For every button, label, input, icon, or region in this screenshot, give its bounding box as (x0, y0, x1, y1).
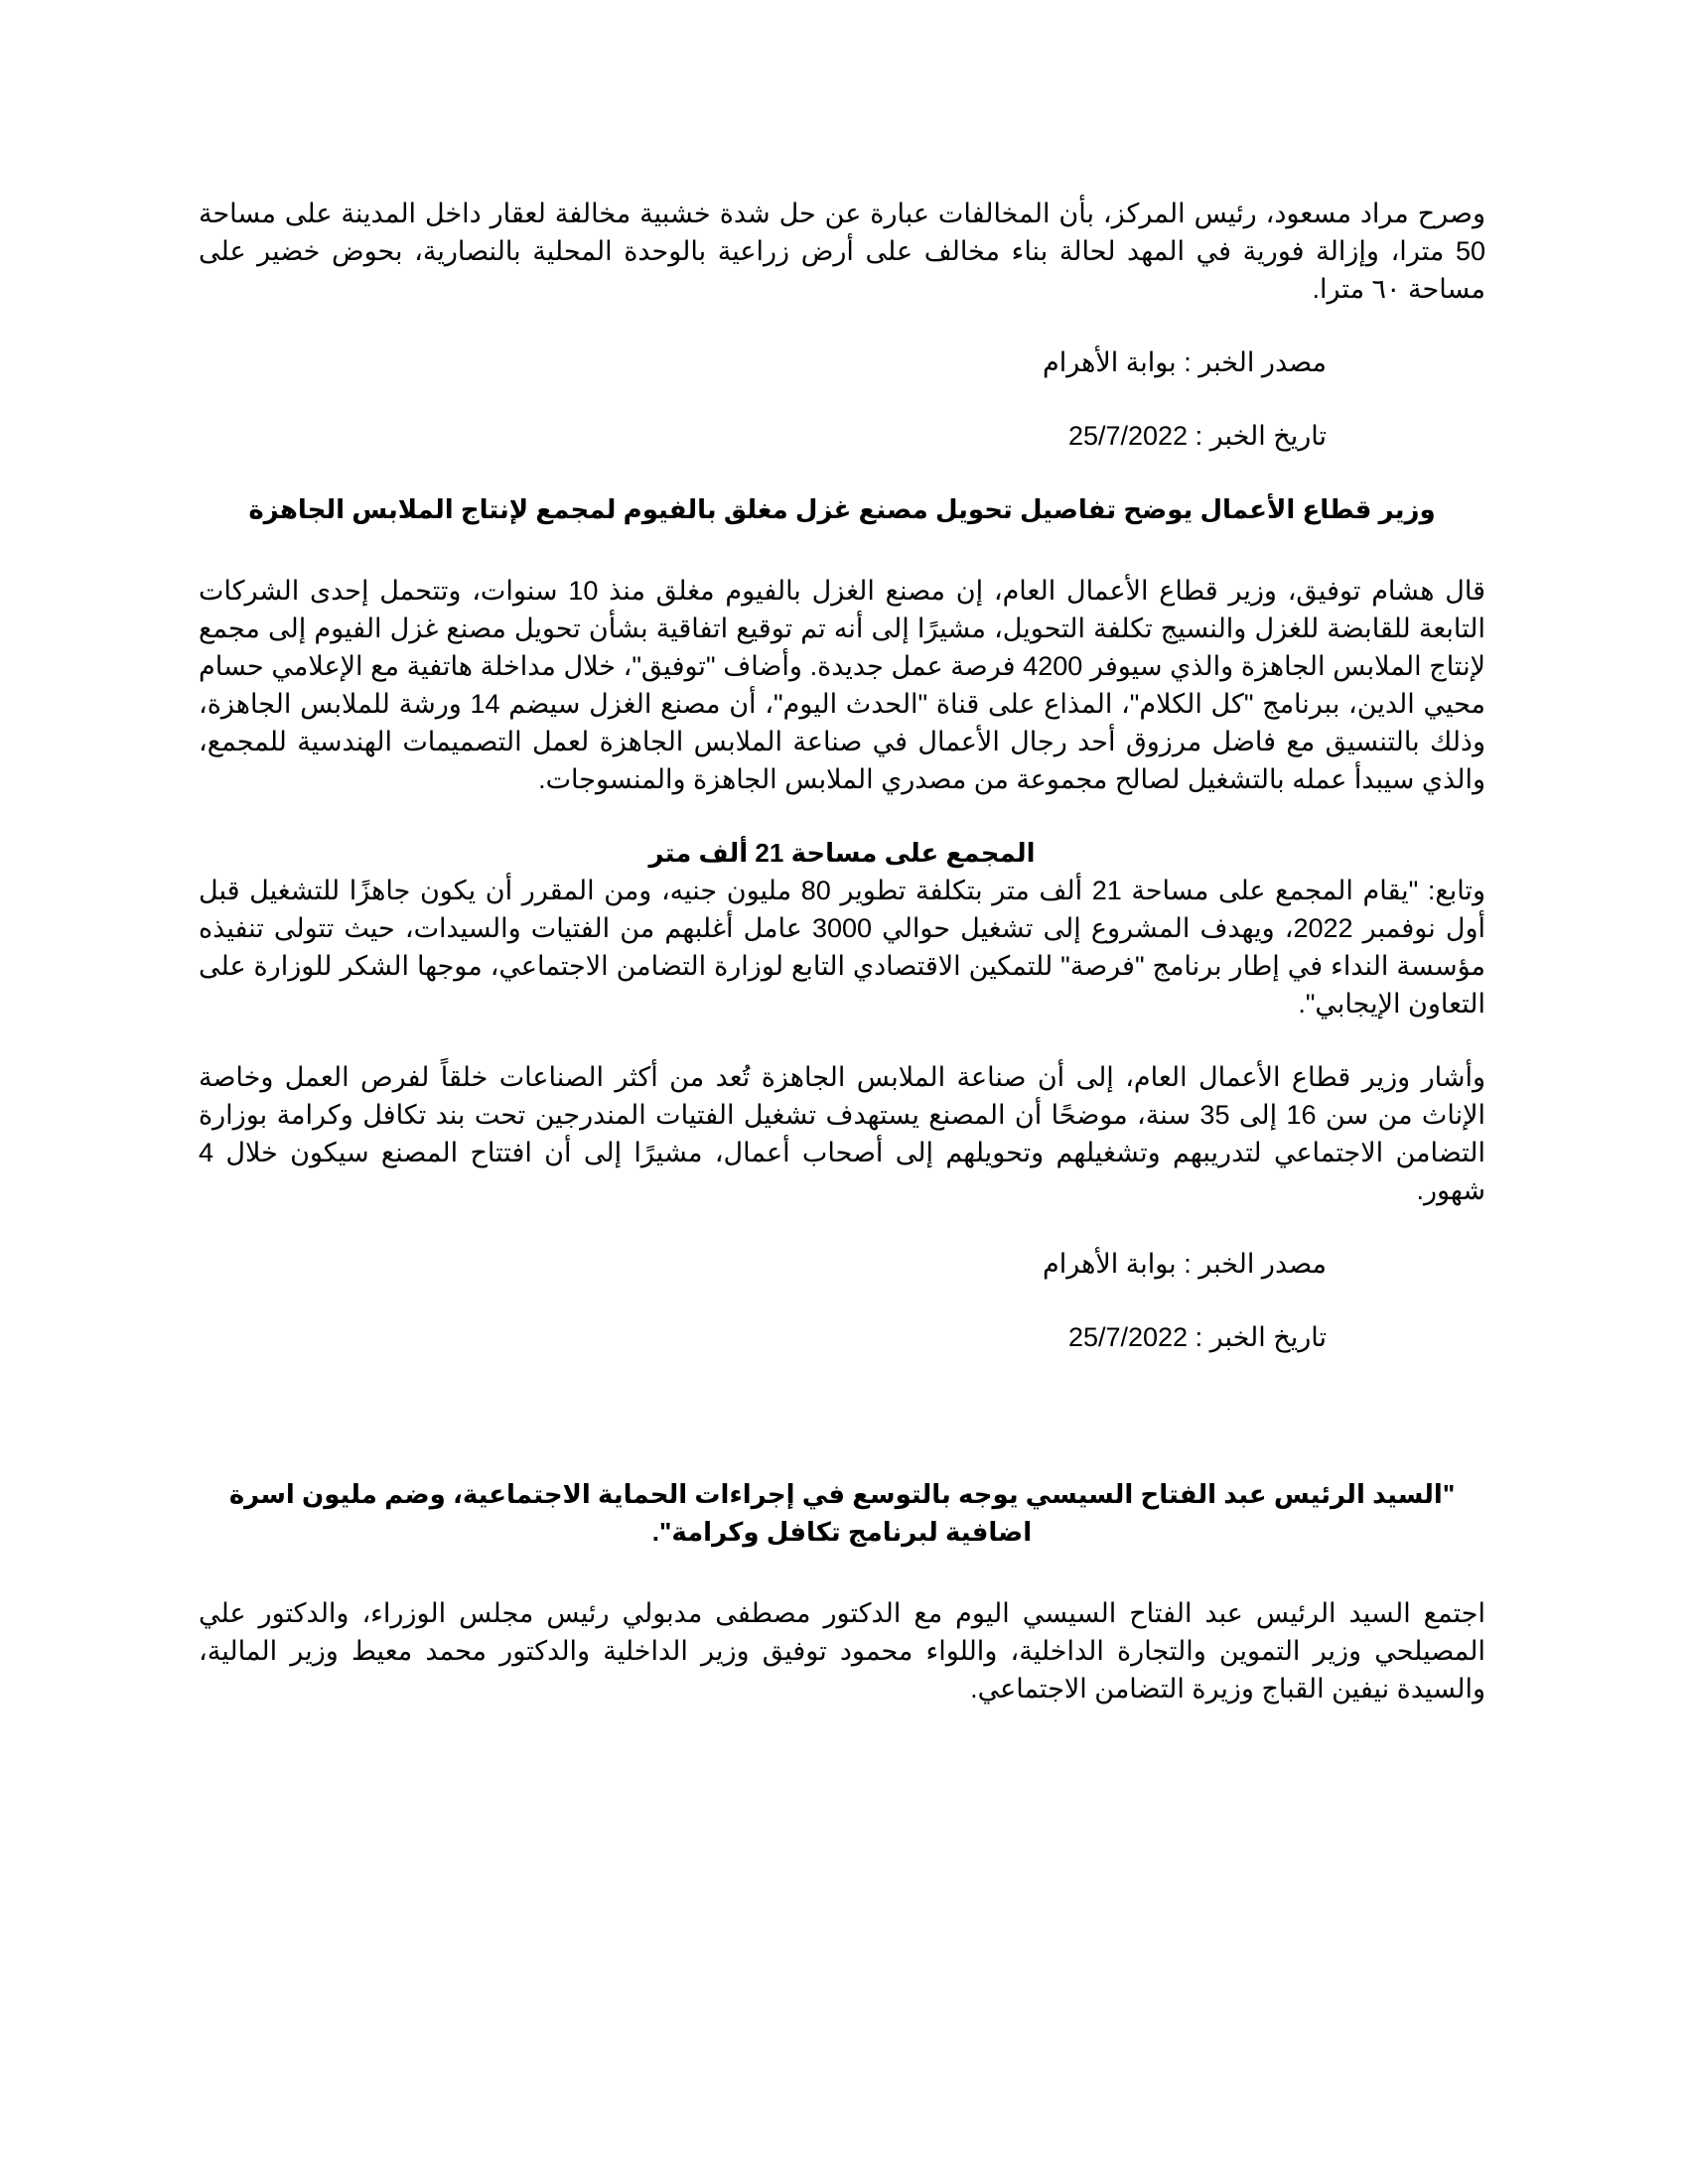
article2-source: مصدر الخبر : بوابة الأهرام (1042, 1249, 1327, 1279)
document-page (199, 195, 1485, 1707)
article2-subheading: المجمع على مساحة 21 ألف متر (648, 838, 1036, 868)
article2-paragraph-3: وأشار وزير قطاع الأعمال العام، إلى أن صناعة الملابس الجاهزة تُعد من أكثر الصناعات خلقاً لفرص العمل وخاصة الإناث من سن 16 إلى 35 سنة، موضحًا أن المصنع يستهدف تشغيل الفتيات المندرجين تحت بند تكافل وكرامة بوزارة التضامن الاجتماعي لتدريبهم وتشغيلهم وتحويلهم إلى أصحاب أعمال، مشيرًا إلى أن افتتاح المصنع سيكون خلال 4 شهور. (199, 1062, 1485, 1205)
article1-paragraph: وصرح مراد مسعود، رئيس المركز، بأن المخالفات عبارة عن حل شدة خشبية مخالفة لعقار داخل المدينة على مساحة 50 مترا، وإزالة فورية في المهد لحالة بناء مخالف على أرض زراعية بالوحدة المحلية بالنصارية، بحوض خضير على مساحة ٦٠ مترا. (199, 199, 1485, 304)
article2-headline: وزير قطاع الأعمال يوضح تفاصيل تحويل مصنع غزل مغلق بالفيوم لمجمع لإنتاج الملابس الجاهزة (248, 494, 1436, 524)
article3-headline: "السيد الرئيس عبد الفتاح السيسي يوجه بالتوسع في إجراءات الحماية الاجتماعية، وضم مليون اسرة اضافية لبرنامج تكافل وكرامة". (228, 1479, 1456, 1547)
article2-paragraph-1: قال هشام توفيق، وزير قطاع الأعمال العام، إن مصنع الغزل بالفيوم مغلق منذ 10 سنوات، وتتحمل إحدى الشركات التابعة للقابضة للغزل والنسيج تكلفة التحويل، مشيرًا إلى أنه تم توقيع اتفاقية بشأن تحويل مصنع غزل الفيوم إلى مجمع لإنتاج الملابس الجاهزة والذي سيوفر 4200 فرصة عمل جديدة. وأضاف "توفيق"، خلال مداخلة هاتفية مع الإعلامي حسام محيي الدين، ببرنامج "كل الكلام"، المذاع على قناة "الحدث اليوم"، أن مصنع الغزل سيضم 14 ورشة للملابس الجاهزة، وذلك بالتنسيق مع فاضل مرزوق أحد رجال الأعمال في صناعة الملابس الجاهزة لعمل التصميمات الهندسية للمجمع، والذي سيبدأ عمله بالتشغيل لصالح مجموعة من مصدري الملابس الجاهزة والمنسوجات. (199, 576, 1485, 794)
article1-date: تاريخ الخبر : 25/7/2022 (1067, 421, 1327, 451)
article3-paragraph: اجتمع السيد الرئيس عبد الفتاح السيسي اليوم مع الدكتور مصطفى مدبولي رئيس مجلس الوزراء، والدكتور علي المصيلحي وزير التموين والتجارة الداخلية، واللواء محمود توفيق وزير الداخلية والدكتور محمد معيط وزير المالية، والسيدة نيفين القباج وزيرة التضامن الاجتماعي. (199, 1598, 1485, 1704)
article2-date: تاريخ الخبر : 25/7/2022 (1067, 1322, 1327, 1352)
article2-paragraph-2: وتابع: "يقام المجمع على مساحة 21 ألف متر بتكلفة تطوير 80 مليون جنيه، ومن المقرر أن يكون جاهزًا للتشغيل قبل أول نوفمبر 2022، ويهدف المشروع إلى تشغيل حوالي 3000 عامل أغلبهم من الفتيات والسيدات، حيث تتولى تنفيذه مؤسسة النداء في إطار برنامج "فرصة" للتمكين الاقتصادي التابع لوزارة التضامن الاجتماعي، موجها الشكر للوزارة على التعاون الإيجابي". (199, 876, 1485, 1019)
article1-source: مصدر الخبر : بوابة الأهرام (1042, 347, 1327, 377)
